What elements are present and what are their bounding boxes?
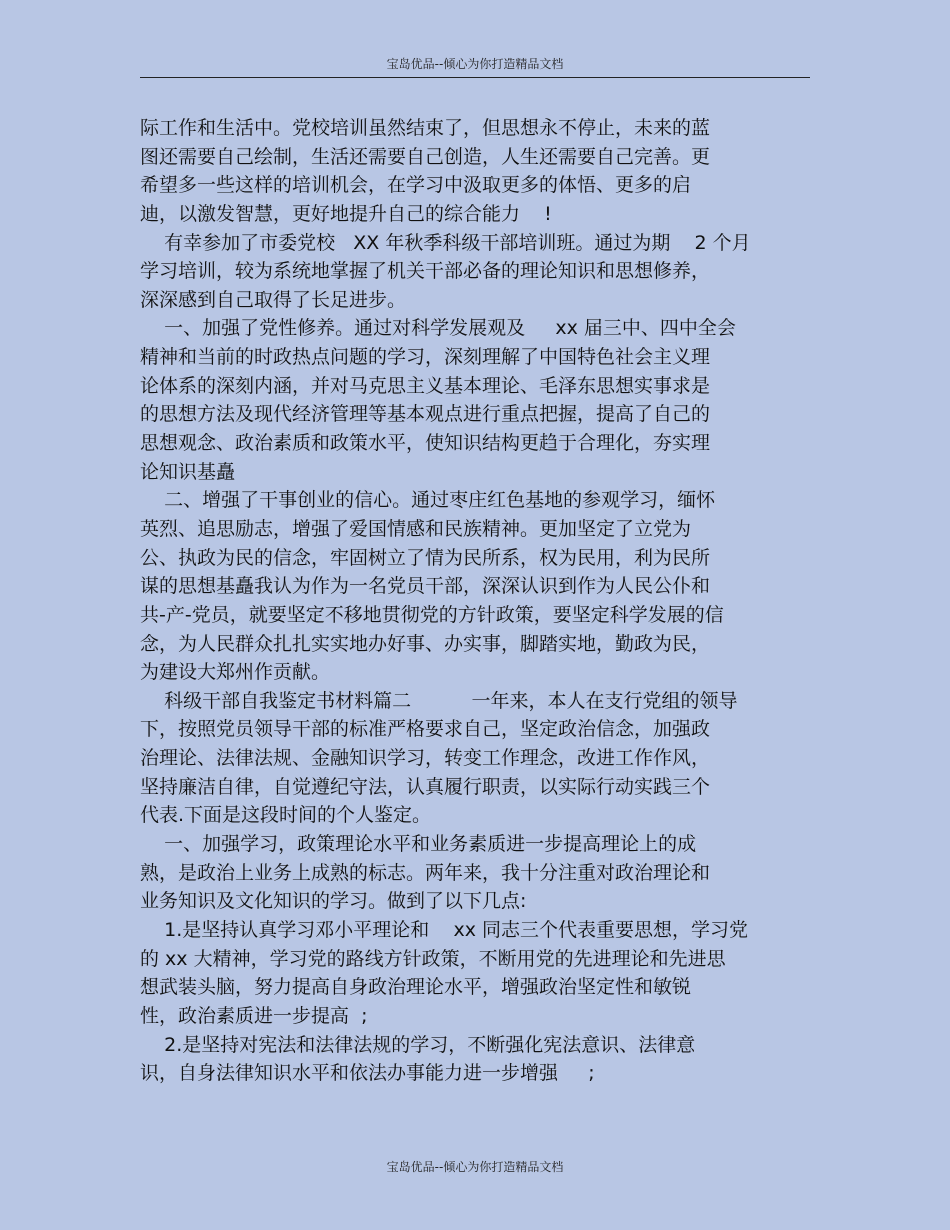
text-line: 想武装头脑，努力提高自身政治理论水平，增强政治坚定性和敏锐 [140,976,692,999]
text-line: 有幸参加了市委党校 XX 年秋季科级干部培训班。通过为期 2 个月 [140,231,751,254]
text-line: 一、加强学习，政策理论水平和业务素质进一步提高理论上的成 [140,833,697,856]
text-line: 深深感到自己取得了长足进步。 [140,288,407,311]
text-line: 业务知识及文化知识的学习。做到了以下几点: [140,890,527,913]
text-line: 精神和当前的时政热点问题的学习，深刻理解了中国特色社会主义理 [140,346,711,369]
text-line: 迪，以激发智慧，更好地提升自己的综合能力 ! [140,202,552,225]
text-line: 念，为人民群众扎扎实实地办好事、办实事，脚踏实地，勤政为民， [140,632,711,655]
text-line: 学习培训，较为系统地掌握了机关干部必备的理论知识和思想修养， [140,260,711,283]
text-line: 公、执政为民的信念，牢固树立了情为民所系，权为民用，利为民所 [140,546,711,569]
text-line: 的 xx 大精神，学习党的路线方针政策，不断用党的先进理论和先进思 [140,947,726,970]
page-footer: 宝岛优品--倾心为你打造精品文档 [386,1160,564,1174]
text-line: 为建设大郑州作贡献。 [140,661,331,684]
text-line: 的思想方法及现代经济管理等基本观点进行重点把握，提高了自己的 [140,403,711,426]
text-line: 代表.下面是这段时间的个人鉴定。 [140,804,432,827]
page-header: 宝岛优品--倾心为你打造精品文档 [386,57,564,71]
text-line: 性，政治素质进一步提高 ; [140,1004,368,1027]
text-line: 论知识基矗 [140,460,236,483]
text-line: 一、加强了党性修养。通过对科学发展观及 xx 届三中、四中全会 [140,317,736,340]
text-line: 二、增强了干事创业的信心。通过枣庄红色基地的参观学习，缅怀 [140,489,716,512]
text-line: 希望多一些这样的培训机会，在学习中汲取更多的体悟、更多的启 [140,174,692,197]
document-body [140,114,810,1088]
text-line: 治理论、法律法规、金融知识学习，转变工作理念，改进工作作风， [140,747,711,770]
text-line: 识，自身法律知识水平和依法办事能力进一步增强 ; [140,1062,595,1085]
text-line: 坚持廉洁自律，自觉遵纪守法，认真履行职责，以实际行动实践三个 [140,775,711,798]
text-line: 论体系的深刻内涵，并对马克思主义基本理论、毛泽东思想实事求是 [140,374,711,397]
text-line: 科级干部自我鉴定书材料篇二 一年来，本人在支行党组的领导 [140,689,738,712]
text-line: 2.是坚持对宪法和法律法规的学习，不断强化宪法意识、法律意 [140,1033,696,1056]
text-line: 共-产-党员，就要坚定不移地贯彻党的方针政策，要坚定科学发展的信 [140,603,724,626]
text-line: 1.是坚持认真学习邓小平理论和 xx 同志三个代表重要思想，学习党 [140,918,748,941]
text-line: 思想观念、政治素质和政策水平，使知识结构更趋于合理化，夯实理 [140,432,711,455]
text-line: 际工作和生活中。党校培训虽然结束了，但思想永不停止，未来的蓝 [140,117,711,139]
header-rule [140,77,810,78]
text-line: 下，按照党员领导干部的标准严格要求自己，坚定政治信念，加强政 [140,718,711,741]
text-line: 谋的思想基矗我认为作为一名党员干部，深深认识到作为人民公仆和 [140,575,711,598]
text-line: 熟，是政治上业务上成熟的标志。两年来，我十分注重对政治理论和 [140,861,711,884]
text-line: 图还需要自己绘制，生活还需要自己创造，人生还需要自己完善。更 [140,145,711,168]
text-line: 英烈、追思励志，增强了爱国情感和民族精神。更加坚定了立党为 [140,517,692,540]
